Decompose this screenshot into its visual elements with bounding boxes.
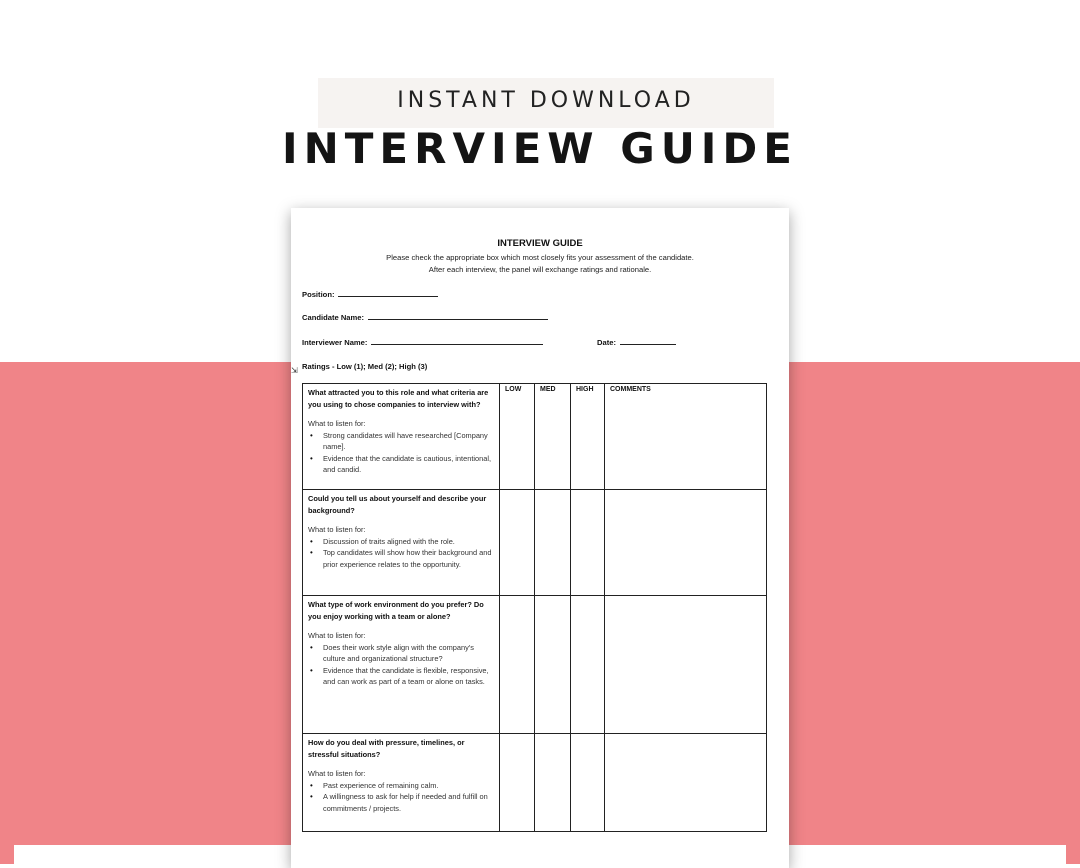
low-rating-cell[interactable]: [500, 490, 535, 596]
column-header: MED: [540, 386, 556, 393]
med-rating-cell[interactable]: [535, 490, 571, 596]
interviewer-field: [302, 337, 543, 347]
question-cell: [303, 734, 500, 832]
high-rating-cell[interactable]: [571, 490, 605, 596]
listen-for-point: • Strong candidates will have researched [Company name].: [308, 430, 495, 453]
listen-for-list: [308, 642, 495, 688]
question-cell: [303, 490, 500, 596]
listen-for-point: • Does their work style align with the company's culture and organizational structure?: [308, 642, 495, 665]
candidate-label: Candidate Name:: [302, 313, 365, 322]
listen-for-point: • Top candidates will show how their background and prior experience relates to the opportunity.: [308, 547, 495, 570]
listen-for-label: What to listen for:: [308, 419, 366, 428]
question-row: [303, 490, 767, 596]
question-row: [303, 734, 767, 832]
listen-for-point: • A willingness to ask for help if needed and fulfill on commitments / projects.: [308, 791, 495, 814]
document-subtitle-2: After each interview, the panel will exchange ratings and rationale.: [428, 265, 652, 274]
high-rating-cell[interactable]: [571, 384, 605, 490]
listen-for-point: • Evidence that the candidate is flexible, responsive, and can work as part of a team or alone on tasks.: [308, 665, 495, 688]
comments-cell[interactable]: [605, 734, 767, 832]
listen-for-label: What to listen for:: [308, 631, 366, 640]
column-header: COMMENTS: [610, 386, 651, 393]
interviewer-label: Interviewer Name:: [302, 338, 368, 347]
high-rating-cell[interactable]: [571, 734, 605, 832]
listen-for-point: • Evidence that the candidate is cautious, intentional, and candid.: [308, 453, 495, 476]
document-title: INTERVIEW GUIDE: [497, 238, 583, 249]
comments-cell[interactable]: [605, 596, 767, 734]
listen-for-list: [308, 780, 495, 815]
low-rating-cell[interactable]: [500, 596, 535, 734]
listen-for-point: • Past experience of remaining calm.: [308, 780, 495, 792]
low-rating-cell[interactable]: [500, 734, 535, 832]
instant-download-label: INSTANT DOWNLOAD: [397, 88, 695, 113]
med-rating-cell[interactable]: [535, 596, 571, 734]
question-row: [303, 596, 767, 734]
listen-for-label: What to listen for:: [308, 525, 366, 534]
document-preview: [291, 208, 789, 868]
listen-for-point: • Discussion of traits aligned with the role.: [308, 536, 495, 548]
listen-for-list: [308, 430, 495, 476]
comments-cell[interactable]: [605, 384, 767, 490]
interviewer-line: [371, 337, 543, 345]
question-cell: [303, 596, 500, 734]
question-text: How do you deal with pressure, timelines, or stressful situations?: [308, 738, 465, 759]
position-field: [302, 289, 438, 299]
column-header: HIGH: [576, 386, 594, 393]
ratings-legend: Ratings - Low (1); Med (2); High (3): [302, 362, 428, 371]
main-title: INTERVIEW GUIDE: [282, 124, 798, 173]
date-label: Date:: [597, 338, 616, 347]
med-rating-cell[interactable]: [535, 384, 571, 490]
candidate-field: [302, 312, 548, 322]
column-header: LOW: [505, 386, 522, 393]
date-line: [620, 337, 676, 345]
question-cell: [303, 384, 500, 490]
date-field: [597, 337, 676, 347]
interview-table: [302, 383, 767, 832]
question-row: [303, 384, 767, 490]
table-move-handle-icon: ⇲: [291, 366, 298, 375]
low-rating-cell[interactable]: [500, 384, 535, 490]
med-rating-cell[interactable]: [535, 734, 571, 832]
listen-for-label: What to listen for:: [308, 769, 366, 778]
position-label: Position:: [302, 290, 335, 299]
question-text: Could you tell us about yourself and describe your background?: [308, 494, 487, 515]
comments-cell[interactable]: [605, 490, 767, 596]
position-line: [338, 289, 438, 297]
high-rating-cell[interactable]: [571, 596, 605, 734]
document-subtitle-1: Please check the appropriate box which most closely fits your assessment of the candidate.: [386, 253, 694, 262]
candidate-line: [368, 312, 548, 320]
listen-for-list: [308, 536, 495, 571]
question-text: What type of work environment do you prefer? Do you enjoy working with a team or alone?: [308, 600, 484, 621]
question-text: What attracted you to this role and what criteria are you using to chose companies to interview with?: [308, 388, 489, 409]
